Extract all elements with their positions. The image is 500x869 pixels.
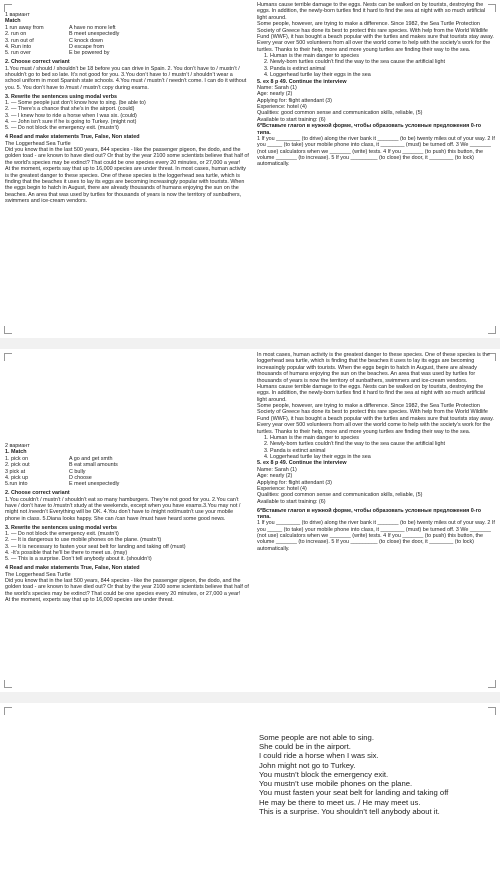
text-line: Name: Sarah (1) (257, 84, 297, 91)
text-line: 4. — John isn’t sure if he is going to Turkey. (might not) (5, 119, 137, 125)
text-line: 2. — It is dangerous to use mobile phones on the plane. (mustn’t) (5, 537, 162, 544)
text-line: Available to start training: (6) (257, 498, 326, 505)
text-line: At the moment, experts say that up to 16,000 species are under threat. (5, 597, 174, 604)
section-heading: 3. Rewrite the sentences using modal verbs (5, 93, 118, 100)
text-line: 1. — Some people just don’t know how to sing. (be able to) (5, 99, 146, 106)
answer-line: I could ride a horse when I was six. (259, 751, 379, 761)
statement-item: 4. Loggerhead turtle lay their eggs in the sea (270, 454, 495, 460)
text-line: Age: nearly (2) (257, 91, 293, 98)
statement-item: 3. Panda is extinct animal (270, 66, 495, 72)
text-line: Humans cause terrible damage to the eggs. Nests can be walked on by tourists, destroying the eggs. In addition, the newly-born turtles find it hard to find the sea at night with so much artificial light around. (257, 2, 486, 21)
match-item: 4. pick up (5, 474, 29, 481)
section-heading: 5. ex 8 p 49. Continue the interview (257, 78, 347, 85)
section-heading: 5. ex 8 p 49. Continue the interview (257, 460, 347, 467)
page-corner-mark (4, 680, 12, 688)
page-corner-mark (4, 353, 12, 361)
page1-right-column (257, 2, 495, 168)
match-definition: C bully (69, 468, 86, 475)
match-definition: B meet unexpectedly (69, 31, 120, 38)
match-definition: C knock down (69, 37, 103, 44)
worksheet-page-variant-1 (0, 0, 500, 338)
text-line: 1 If you ________ (to drive) along the river bank it _______ (to be) twenty miles out of your way. 2 If you _____ (to take) your mobile phone into class, it ________ (must) be turned off. 3 We _______ (not use) calculators when we _______ (write) tests. 4 If you _______ (to push) this button, the volume _______ (to increase). 5 If you _________ (to close) the door, it ________ (to lock) automatically. (257, 520, 495, 552)
match-item: 2. pick out (5, 462, 30, 469)
section-heading: 2. Choose correct variant (5, 490, 70, 497)
text-line: Did you know that in the last 500 years, 844 species - like the passenger pigeon, the dodo, and the golden toad - are known to have died out? Or that by the year 2100 some scientists believe that half of the world’s species may be extinct? That could be one species every 20 minutes, or 27,000 a year! (5, 578, 249, 597)
page-corner-mark (4, 707, 12, 715)
answers-page (0, 703, 500, 869)
text-line: Humans cause terrible damage to the eggs. Nests can be walked on by tourists, destroying the eggs. In addition, the newly-born turtles find it hard to find the sea at night with so much artificial light around. (257, 383, 486, 403)
match-definition: E be powered by (69, 50, 110, 57)
section-heading: Match (5, 18, 21, 25)
text-line: Did you know that in the last 500 years, 844 species - like the passenger pigeon, the dodo, and the golden toad - are known to have died out? Or that by the year 2100 some scientists believe that half of the world’s species may be extinct? That could be one species every 20 minutes, or 27,000 a year! (5, 147, 249, 166)
match-definition: B eat small amounts (69, 462, 118, 469)
match-item: 2. run on (5, 31, 27, 38)
handwritten-answers-list (259, 733, 494, 816)
match-definition: D choose (69, 474, 92, 481)
text-line: Name: Sarah (1) (257, 466, 297, 473)
text-line: Experience: hotel (4) (257, 104, 307, 110)
text-line: Experience: hotel (4) (257, 485, 307, 492)
page1-left-column (5, 12, 249, 204)
answer-line: Some people are not able to sing. (259, 733, 374, 742)
match-item: 3. run out of (5, 37, 34, 44)
text-line: Some people, however, are trying to make a difference. Since 1982, the Sea Turtle Protection Society of Greece has done its best to protect this rare species. With help from the World Wildlife Fund (WWF), it has bought a beach popular with the turtles and makes sure that tourists stay away. Every year over 500 volunteers from all over the world come to help with the society’s work for the turtles. Thanks to their help, more and more young turtles are finding their way to the sea. (257, 403, 494, 435)
worksheet-page-variant-2 (0, 349, 500, 692)
match-item: 5. run over (5, 50, 31, 57)
text-line: Qualities: good common sense and communication skills, reliable, (5) (257, 492, 423, 499)
text-line: In most cases, human activity is the greatest danger to these species. One of these species is the loggerhead sea turtle, which is finding that the beaches it uses to lay its eggs are becoming increasingly popular with tourists. When the eggs begin to hatch in August, there are already thousands of humans enjoying the sun on the beaches. An area that was used by turtles for thousands of years is now the territory of sunbathers, swimmers and ice-cream vendors. (257, 352, 490, 384)
section-heading: 2. Choose correct variant (5, 59, 70, 66)
text-line: The Loggerhead Sea Turtle (5, 140, 71, 147)
section-heading: 6*Вставьте глагол в нужной форме, чтобы образовать условные предложения 0-го типа. (257, 123, 482, 136)
match-definition: A have no more left (69, 24, 116, 31)
answer-line: She could be in the airport. (259, 742, 351, 752)
text-line: Qualities: good common sense and communication skills, reliable, (5) (257, 110, 423, 117)
section-heading: 6*Вставьте глагол в нужной форме, чтобы образовать условные предложения 0-го типа. (257, 507, 482, 520)
match-definition: E meet unexpectedly (69, 481, 120, 488)
statement-item: 2. Newly-born turtles couldn’t find the way to the sea cause the artificial light (270, 59, 495, 65)
text-line: 1 If you ________ (to drive) along the river bank it _______ (to be) twenty miles out of your way. 2 If you _____ (to take) your mobile phone into class, it ________ (must) be turned off. 3 We _______ (not use) calculators when we _______ (write) tests. 4 If you _______ (to push) this button, the volume _______ (to increase). 5 If you _________ (to close) the door, it ________ (to lock) automatically. (257, 135, 495, 168)
match-item: 3 pick at (5, 468, 26, 475)
text-line: 2 вариант (5, 443, 30, 449)
section-heading: 3. Rewrite the sentences using modal verbs (5, 524, 118, 531)
page-corner-mark (4, 4, 12, 12)
text-line: At the moment, experts say that up to 16,000 species are under threat. In most cases, human activity is the greatest danger to these species. One of these species is the loggerhead sea turtle, which is finding that the beaches it uses to lay its eggs are becoming increasingly popular with tourists. When the eggs begin to hatch in August, there are already thousands of humans enjoying the sun on the beaches. An area that was used by turtles for thousands of years is now the territory of sunbathers, swimmers and ice-cream vendors. (5, 166, 246, 204)
answer-line: You mustn’t use mobile phones on the plane. (259, 779, 413, 789)
text-line: 2. — There’s a chance that she’s in the airport. (could) (5, 106, 135, 113)
answer-line: You mustn’t block the emergency exit. (259, 769, 389, 779)
text-line: 1. — Do not block the emergency exit. (mustn’t) (5, 530, 119, 537)
statement-item: 1. Human is the main danger to species (270, 435, 495, 441)
text-line: Available to start training: (6) (257, 116, 326, 123)
page-corner-mark (4, 326, 12, 334)
statements-list (270, 435, 495, 461)
page-corner-mark (488, 680, 496, 688)
page2-right-column (257, 352, 495, 552)
match-definition: A go and get smth (69, 455, 113, 462)
statement-item: 4. Loggerhead turtle lay their eggs in the sea (270, 72, 495, 78)
text-line: Some people, however, are trying to make a difference. Since 1982, the Sea Turtle Protection Society of Greece has done its best to protect this rare species. With help from the World Wildlife Fund (WWF), it has bought a beach popular with the turtles and makes sure that tourists stay away. Every year over 500 volunteers from all over the world come to help with the society’s work for the turtles. Thanks to their help, more and more young turtles are finding their way to the sea. (257, 21, 494, 53)
answer-line: John might not go to Turkey. (259, 760, 356, 770)
text-line: 4. -It’s possible that he’ll be there to meet us. (may) (5, 550, 128, 556)
text-line: The Loggerhead Sea Turtle (5, 571, 71, 578)
answer-line: You must fasten your seat belt for landing and taking off (259, 788, 449, 798)
text-line: 1 вариант (5, 12, 30, 18)
section-heading: 1. Match (5, 449, 27, 456)
text-line: 3. — I knew how to ride a horse when I was six. (could) (5, 112, 137, 119)
statement-item: 2. Newly-born turtles couldn’t find the way to the sea cause the artificial light (270, 441, 495, 447)
match-item: 1. pick on (5, 455, 29, 462)
text-line: Age: nearly (2) (257, 473, 293, 480)
text-line: 5. — This is a surprise. Don’t tell anybody about it. (shouldn’t) (5, 556, 152, 563)
text-line: Applying for: flight attendant (3) (257, 479, 332, 486)
match-item: 4. Run into (5, 43, 32, 50)
text-line: 3. — It is necessary to fasten your seat belt for landing and taking off (must) (5, 543, 186, 550)
answer-line: He may be there to meet us. / He may meet us. (259, 797, 421, 807)
section-heading: 4 Read and make statements True, False, Non stated (5, 565, 140, 572)
text-line: 1.You must / should / shouldn’t be 18 before you can drive in Spain. 2. You don’t have to / mustn’t / shouldn’t go to bed so late. It’s not good for you. 3.You don’t have to / mustn’t / shouldn’t wear a school uniform in most Spanish state schools. 4.You must / mustn’t / needn’t come. I can do it without you. 5. You don’t have to /must / mustn’t copy during exams. (5, 65, 247, 91)
section-heading: 4 Read and make statements True, False, Non stated (5, 134, 140, 141)
statements-list (270, 53, 495, 79)
statement-item: 1. Human is the main danger to species (270, 53, 495, 59)
statement-item: 3. Panda is extinct animal (270, 448, 495, 454)
text-line: 1.You couldn’t / mustn’t / shouldn’t eat so many hamburgers. They’re not good for you. 2.You can’t have / don’t have to /mustn’t study at the weekends, except when you have exams.3.You may not / might not /needn’t Everything will be OK. 4.You don’t have to /might not/mustn’t use your mobile phone in class. 5.Diana looks happy. She can /can have /must have heard some good news. (5, 496, 241, 522)
answer-line: This is a surprise. You shouldn’t tell anybody about it. (259, 806, 440, 816)
match-item: 1 run away from (5, 24, 44, 31)
page-corner-mark (488, 326, 496, 334)
match-definition: D escape from (69, 43, 105, 50)
page-corner-mark (488, 707, 496, 715)
text-line: 5. — Do not block the emergency exit. (mustn’t) (5, 125, 119, 132)
page2-left-column (5, 443, 249, 604)
match-item: 5.run into (5, 481, 28, 488)
text-line: Applying for: flight attendant (3) (257, 97, 332, 104)
